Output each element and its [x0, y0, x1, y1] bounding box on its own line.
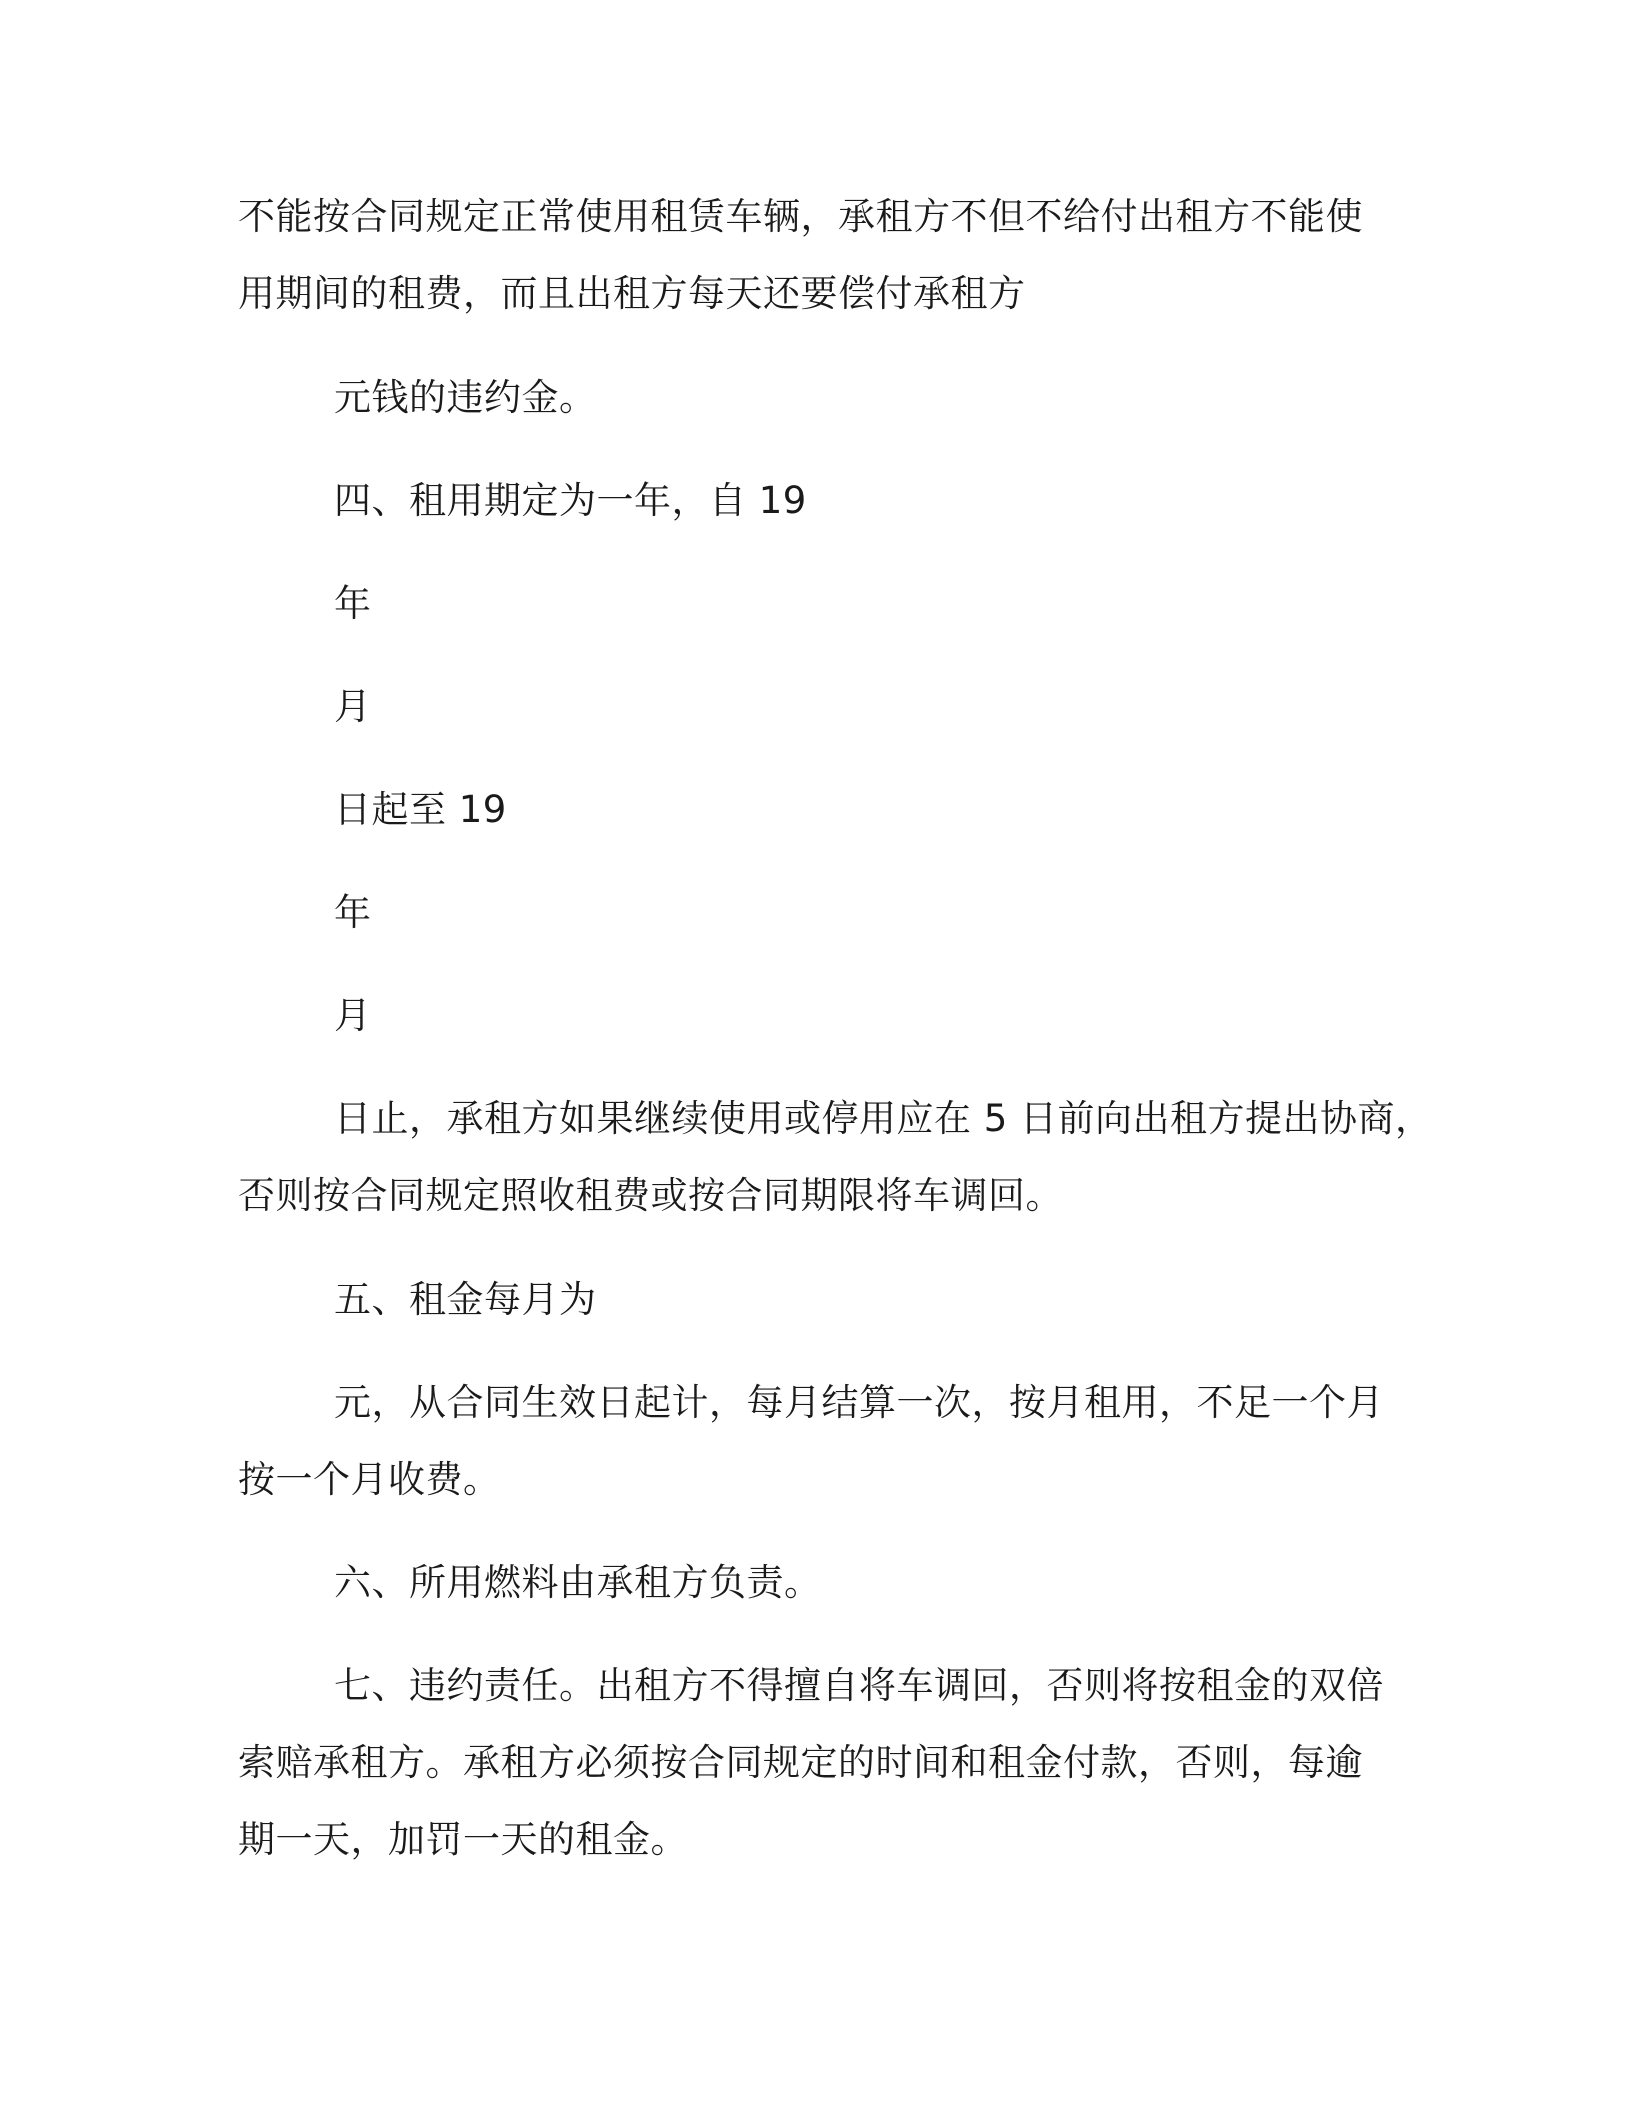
paragraph-line: 元，从合同生效日起计，每月结算一次，按月租用，不足一个月: [334, 1381, 1384, 1424]
clause-five-heading: 五、租金每月为: [334, 1278, 597, 1321]
paragraph-line: 索赔承租方。承租方必须按合同规定的时间和租金付款，否则，每逾: [238, 1741, 1363, 1784]
clause-seven: 七、违约责任。出租方不得擅自将车调回，否则将按租金的双倍: [334, 1664, 1384, 1707]
paragraph-line: 不能按合同规定正常使用租赁车辆，承租方不但不给付出租方不能使: [238, 195, 1363, 238]
paragraph-line: 元钱的违约金。: [334, 376, 597, 419]
paragraph-line: 期一天，加罚一天的租金。: [238, 1818, 688, 1861]
paragraph-line: 否则按合同规定照收租费或按合同期限将车调回。: [238, 1174, 1063, 1217]
clause-four-heading: 四、租用期定为一年，自 19: [334, 479, 807, 522]
paragraph-line: 日止，承租方如果继续使用或停用应在 5 日前向出租方提出协商，: [334, 1097, 1433, 1140]
paragraph-line: 按一个月收费。: [238, 1458, 501, 1501]
date-field-month: 月: [334, 685, 372, 728]
paragraph-line: 用期间的租费，而且出租方每天还要偿付承租方: [238, 272, 1026, 315]
date-field-day: 日起至 19: [334, 788, 507, 831]
date-field-month: 月: [334, 994, 372, 1037]
date-field-year: 年: [334, 582, 372, 625]
clause-six: 六、所用燃料由承租方负责。: [334, 1561, 822, 1604]
date-field-year: 年: [334, 891, 372, 934]
